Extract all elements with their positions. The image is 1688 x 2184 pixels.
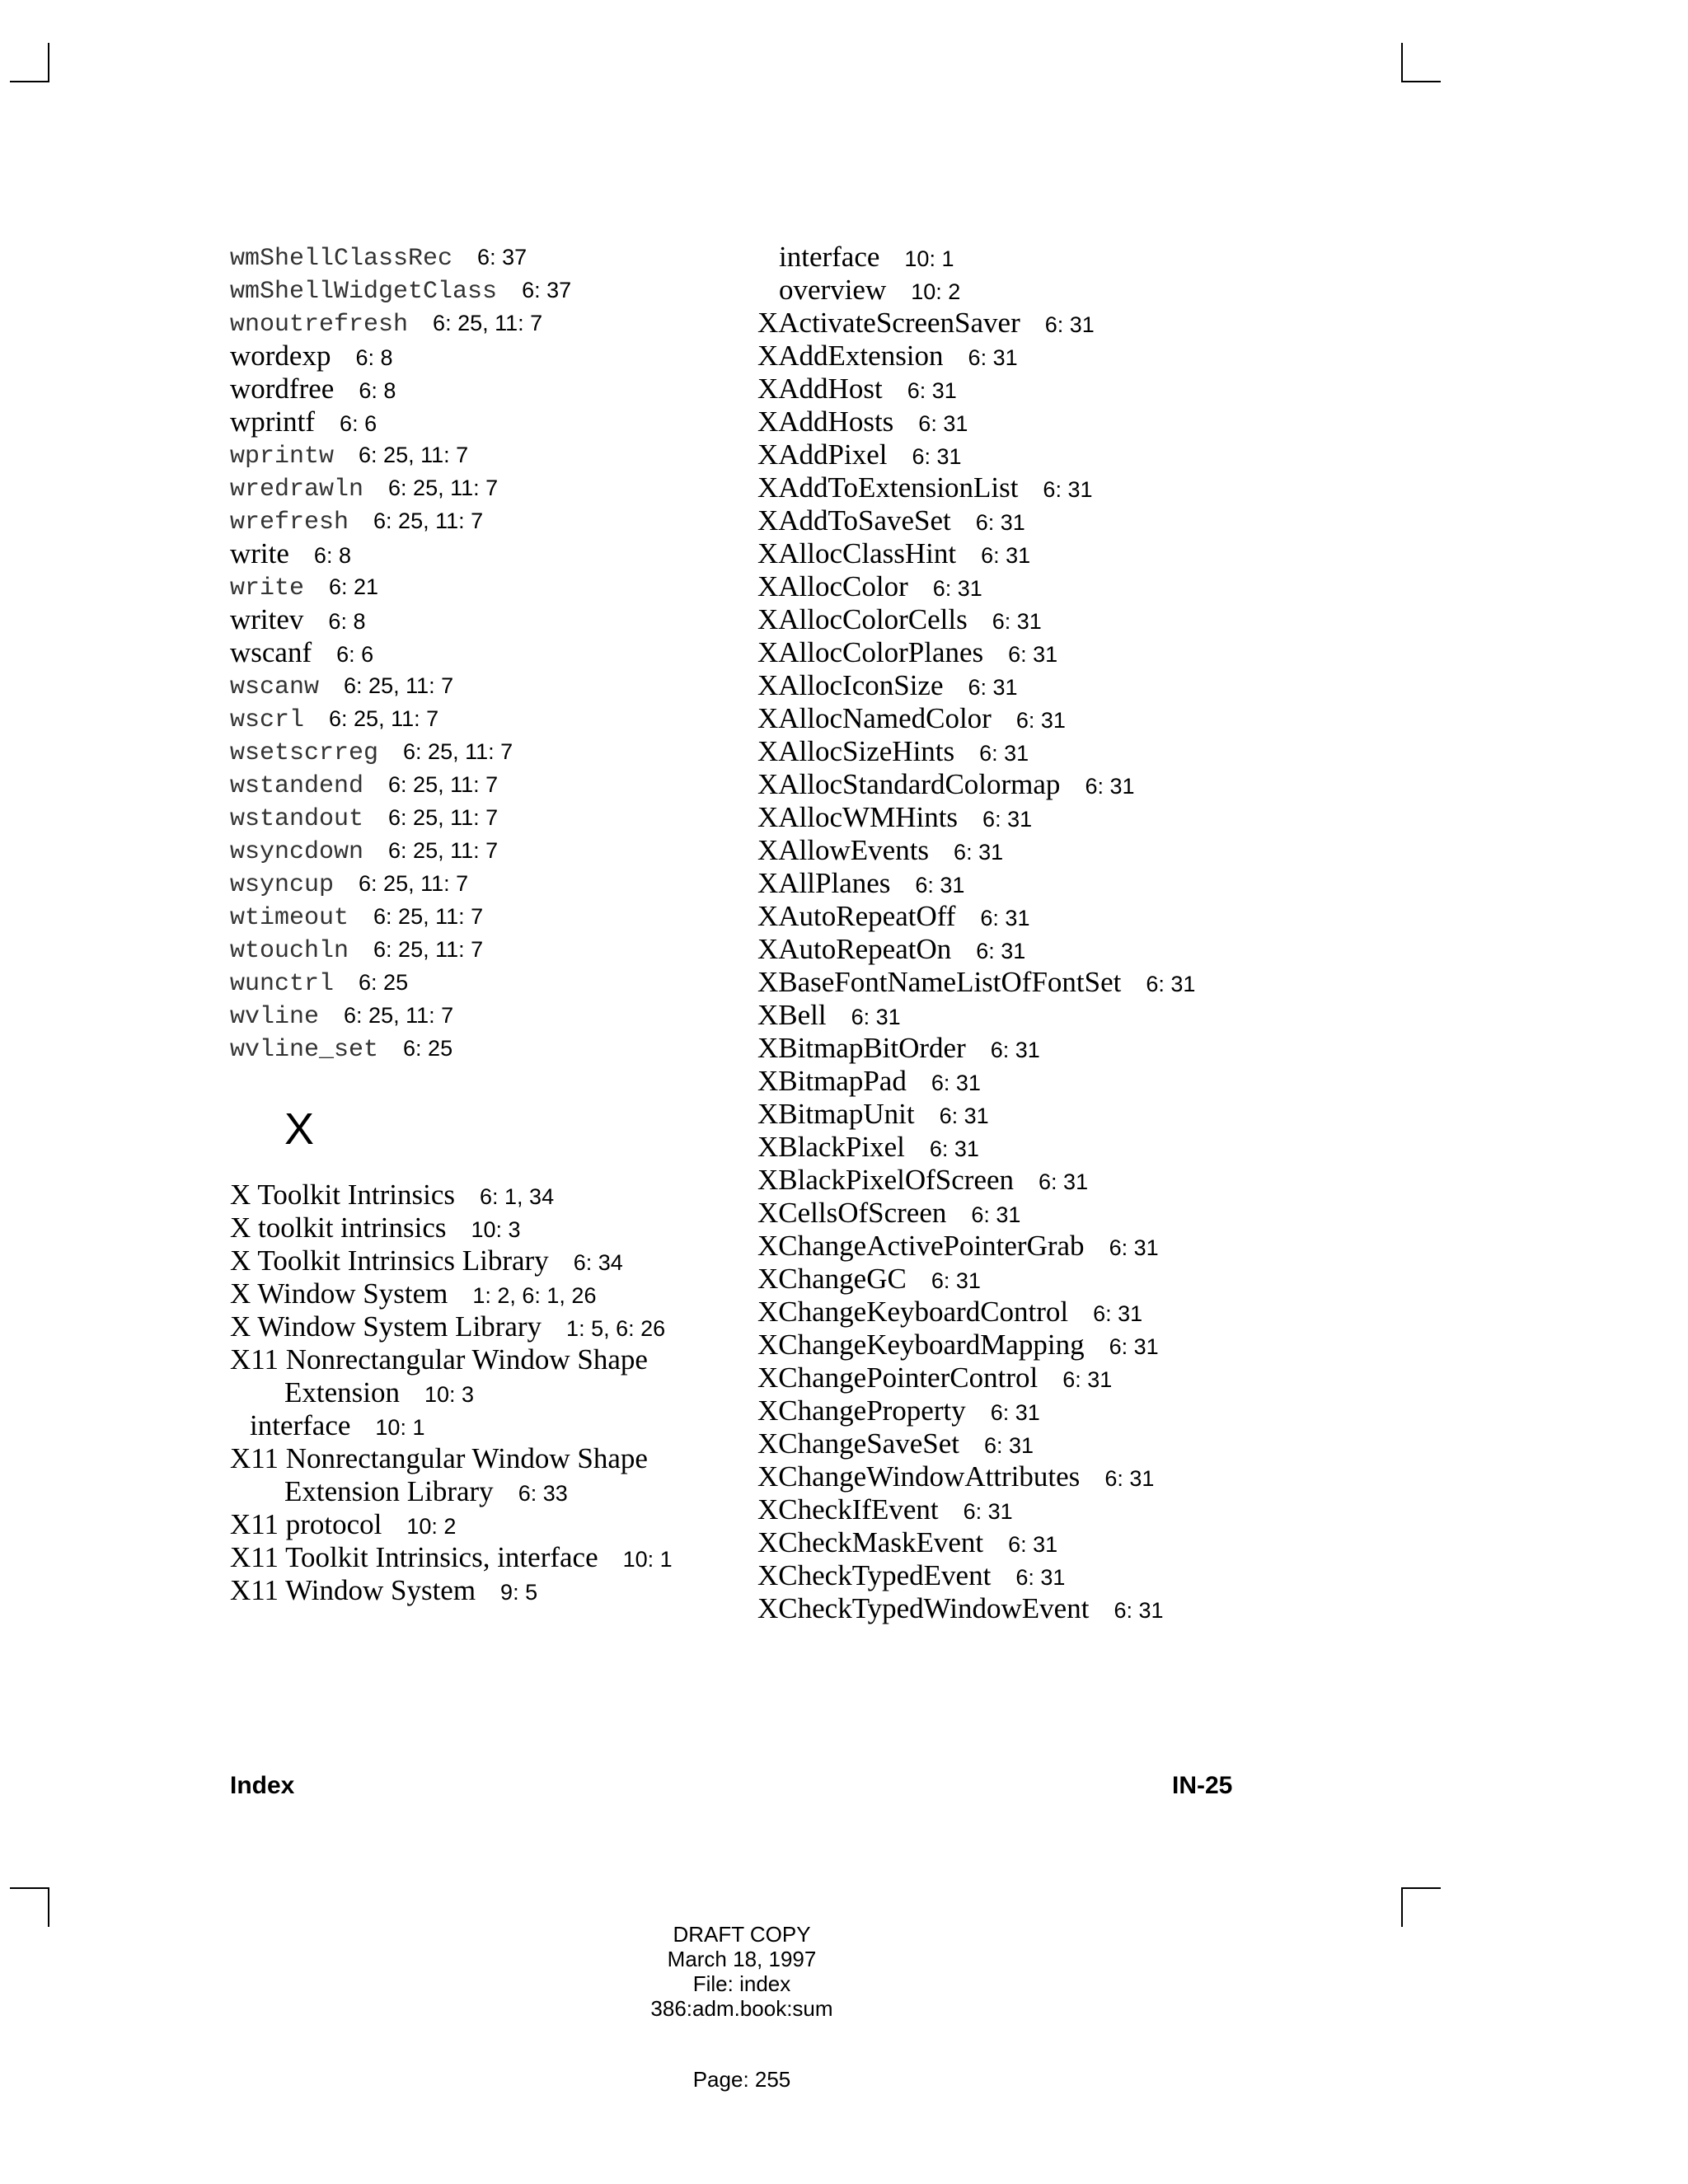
- index-page-ref: 6: 33: [518, 1481, 568, 1506]
- index-page-ref: 6: 31: [1114, 1598, 1164, 1623]
- index-entry: [757, 1197, 1334, 1230]
- index-page-ref: 6: 31: [983, 1433, 1034, 1458]
- index-term: XChangeActivePointerGrab: [757, 1230, 1085, 1262]
- index-entry: [757, 636, 1334, 669]
- index-page-ref: 6: 31: [1044, 312, 1095, 337]
- index-term: X11 Nonrectangular Window Shape: [230, 1442, 648, 1474]
- index-page-ref: 6: 31: [1146, 972, 1196, 996]
- index-term: wprintf: [230, 405, 316, 438]
- index-entry: [757, 340, 1334, 373]
- draft-info: [577, 1922, 907, 2021]
- index-entry: [230, 834, 724, 867]
- index-entry: [230, 933, 724, 966]
- index-term: XAllocColor: [757, 570, 908, 602]
- index-term: XCheckTypedWindowEvent: [757, 1592, 1090, 1624]
- index-term: XChangeWindowAttributes: [757, 1460, 1081, 1493]
- index-entry: [230, 1310, 724, 1343]
- index-page-ref: 6: 25, 11: 7: [344, 673, 454, 698]
- index-page-ref: 6: 31: [980, 906, 1030, 930]
- index-page-ref: 6: 31: [931, 1268, 981, 1293]
- index-entry: [757, 1032, 1334, 1065]
- index-entry: [757, 1329, 1334, 1361]
- index-term: interface: [779, 241, 880, 273]
- index-page-ref: 10: 1: [622, 1547, 673, 1572]
- crop-mark-bottom-right: [1401, 1887, 1403, 1927]
- index-term: X toolkit intrinsics: [230, 1212, 447, 1244]
- index-entry: [757, 504, 1334, 537]
- index-entry: [230, 1574, 724, 1607]
- index-entry: [230, 735, 724, 768]
- index-entry: [757, 1263, 1334, 1296]
- index-entry: [230, 669, 724, 702]
- index-term: wstandout: [230, 805, 364, 833]
- index-page-ref: 6: 31: [990, 1038, 1040, 1062]
- index-page-ref: 6: 21: [329, 574, 379, 599]
- index-column-left: [230, 241, 724, 1607]
- index-term: wtimeout: [230, 904, 349, 932]
- index-entry: [230, 537, 724, 570]
- index-entry: [757, 405, 1334, 438]
- index-entry: [230, 1442, 724, 1475]
- index-page-ref: 1: 5, 6: 26: [566, 1316, 666, 1341]
- index-term: XAllocStandardColormap: [757, 768, 1061, 800]
- index-term: XCellsOfScreen: [757, 1197, 947, 1229]
- index-page-ref: 6: 31: [963, 1499, 1013, 1524]
- index-entry: [757, 999, 1334, 1032]
- index-page-ref: 6: 6: [340, 411, 377, 436]
- index-term: XChangeKeyboardControl: [757, 1296, 1069, 1328]
- index-term: writev: [230, 603, 304, 635]
- index-entry: [230, 801, 724, 834]
- index-list-x-continued: [757, 241, 1334, 1625]
- index-entry: [757, 274, 1334, 307]
- index-page-ref: 6: 31: [939, 1104, 989, 1128]
- index-entry: [757, 1131, 1334, 1164]
- index-entry: [757, 1296, 1334, 1329]
- index-term: wmShellWidgetClass: [230, 278, 498, 306]
- index-entry: [757, 1098, 1334, 1131]
- index-page-ref: 6: 25: [359, 970, 409, 995]
- index-term: XAllocColorPlanes: [757, 636, 984, 668]
- index-page-ref: 10: 1: [375, 1415, 425, 1440]
- index-page-ref: 6: 1, 34: [480, 1184, 555, 1209]
- index-entry: [230, 438, 724, 471]
- index-term: wrefresh: [230, 509, 349, 537]
- section-letter: X: [284, 1104, 315, 1154]
- draft-line: DRAFT COPY: [673, 1922, 811, 1947]
- index-entry: [230, 1409, 724, 1442]
- index-entry: [230, 1212, 724, 1244]
- index-term: XAllocSizeHints: [757, 735, 955, 767]
- index-term: XAllocNamedColor: [757, 702, 992, 734]
- index-term: XAddHosts: [757, 405, 894, 438]
- index-entry: [757, 1230, 1334, 1263]
- index-page-ref: 6: 31: [912, 444, 962, 469]
- index-column-right: [757, 241, 1334, 1625]
- index-page-ref: 6: 25, 11: 7: [388, 772, 499, 797]
- index-term: overview: [779, 274, 887, 306]
- index-entry: [230, 1277, 724, 1310]
- crop-mark-bottom-right: [1401, 1887, 1441, 1889]
- footer-section-label: Index: [230, 1772, 295, 1799]
- index-term: wscrl: [230, 706, 305, 734]
- index-term: XAllocIconSize: [757, 669, 944, 701]
- index-entry: [230, 1475, 724, 1508]
- index-term: XChangePointerControl: [757, 1361, 1039, 1394]
- index-entry: [230, 900, 724, 933]
- index-entry: [230, 570, 724, 603]
- index-term: wsetscrreg: [230, 739, 379, 767]
- index-entry: [230, 702, 724, 735]
- index-term: wscanf: [230, 636, 312, 668]
- index-page-ref: 9: 5: [500, 1580, 538, 1605]
- index-term: XAllocWMHints: [757, 801, 959, 833]
- index-page-ref: 6: 25, 11: 7: [359, 871, 469, 896]
- index-term: X Window System Library: [230, 1310, 542, 1343]
- index-entry: [757, 1592, 1334, 1625]
- index-term: wstandend: [230, 772, 364, 800]
- index-entry: [757, 966, 1334, 999]
- index-page-ref: 6: 6: [336, 642, 374, 667]
- index-entry: [757, 834, 1334, 867]
- index-entry: [757, 537, 1334, 570]
- index-term: X11 protocol: [230, 1508, 382, 1540]
- index-term: XChangeProperty: [757, 1394, 966, 1427]
- index-term: wsyncdown: [230, 838, 364, 866]
- index-entry: [230, 1244, 724, 1277]
- index-page-ref: 6: 8: [355, 345, 393, 370]
- index-term: X Toolkit Intrinsics: [230, 1179, 456, 1211]
- crop-mark-top-right: [1401, 81, 1441, 82]
- index-page-ref: 6: 25, 11: 7: [403, 739, 513, 764]
- index-list-x: [230, 1179, 724, 1607]
- index-entry: [230, 999, 724, 1032]
- index-page-ref: 6: 8: [313, 543, 351, 568]
- index-page-ref: 6: 31: [975, 510, 1025, 535]
- index-entry: [757, 1394, 1334, 1427]
- index-term: interface: [250, 1409, 351, 1441]
- index-term: XBell: [757, 999, 827, 1031]
- index-entry: [757, 1460, 1334, 1493]
- index-page-ref: 6: 25, 11: 7: [344, 1003, 454, 1028]
- index-page-ref: 6: 37: [477, 245, 528, 269]
- index-term: XBlackPixel: [757, 1131, 905, 1163]
- index-entry: [757, 1361, 1334, 1394]
- index-page-ref: 6: 31: [981, 543, 1031, 568]
- crop-mark-top-left: [10, 81, 49, 82]
- index-term: XBlackPixelOfScreen: [757, 1164, 1015, 1196]
- index-page-ref: 6: 8: [328, 609, 366, 634]
- index-page-ref: 6: 31: [990, 1400, 1040, 1425]
- index-entry: [757, 768, 1334, 801]
- index-entry: [757, 438, 1334, 471]
- index-term: wredrawln: [230, 476, 364, 504]
- index-page-ref: 6: 25: [403, 1036, 453, 1061]
- index-term: X11 Nonrectangular Window Shape: [230, 1343, 648, 1376]
- crop-mark-bottom-left: [48, 1887, 49, 1927]
- index-entry: [230, 340, 724, 373]
- index-term: XCheckTypedEvent: [757, 1559, 992, 1591]
- index-page-ref: 6: 8: [359, 378, 396, 403]
- index-page-ref: 6: 37: [522, 278, 572, 302]
- crop-mark-bottom-left: [10, 1887, 49, 1889]
- index-term: XCheckMaskEvent: [757, 1526, 984, 1558]
- index-entry: [230, 405, 724, 438]
- index-page-ref: 6: 25, 11: 7: [388, 805, 499, 830]
- index-term: wscanw: [230, 673, 320, 701]
- index-entry: [230, 1179, 724, 1212]
- index-page-ref: 6: 31: [982, 807, 1033, 832]
- index-page-ref: 6: 31: [931, 1071, 981, 1095]
- draft-line: File: index: [692, 1971, 791, 1996]
- index-entry: [757, 241, 1334, 274]
- index-entry: [230, 603, 724, 636]
- index-entry: [757, 1427, 1334, 1460]
- index-page-ref: 6: 31: [1008, 642, 1058, 667]
- index-page-ref: 6: 31: [1062, 1367, 1113, 1392]
- index-page-ref: 6: 31: [1109, 1334, 1159, 1359]
- index-term: Extension: [284, 1376, 400, 1408]
- index-entry: [230, 636, 724, 669]
- index-page-ref: 6: 31: [1015, 708, 1066, 733]
- index-page-ref: 10: 3: [471, 1217, 521, 1242]
- index-term: wprintw: [230, 443, 335, 471]
- index-page-ref: 10: 1: [904, 246, 954, 271]
- index-term: XCheckIfEvent: [757, 1493, 939, 1526]
- index-term: write: [230, 537, 289, 569]
- index-entry: [757, 471, 1334, 504]
- index-page-ref: 6: 25, 11: 7: [388, 838, 499, 863]
- index-entry: [757, 603, 1334, 636]
- index-term: wnoutrefresh: [230, 311, 409, 339]
- index-page-ref: 6: 31: [1109, 1235, 1159, 1260]
- index-term: wordfree: [230, 373, 335, 405]
- index-term: X Toolkit Intrinsics Library: [230, 1244, 549, 1277]
- index-list-w: [230, 241, 724, 1065]
- footer-page-label: IN-25: [1172, 1772, 1233, 1799]
- index-term: XAllocClassHint: [757, 537, 957, 569]
- index-page-ref: 6: 31: [851, 1005, 901, 1029]
- index-entry: [757, 570, 1334, 603]
- index-page-ref: 6: 25, 11: 7: [388, 476, 499, 500]
- index-term: XAddPixel: [757, 438, 888, 471]
- index-page-ref: 6: 31: [968, 345, 1018, 370]
- index-page-ref: 6: 31: [1093, 1301, 1143, 1326]
- index-entry: [757, 373, 1334, 405]
- index-term: XAddHost: [757, 373, 883, 405]
- index-term: XBitmapUnit: [757, 1098, 915, 1130]
- index-entry: [757, 669, 1334, 702]
- index-page-ref: 6: 31: [915, 873, 965, 898]
- index-term: XAddToSaveSet: [757, 504, 951, 537]
- index-term: wunctrl: [230, 970, 335, 998]
- index-page-ref: 6: 25, 11: 7: [373, 937, 484, 962]
- index-entry: [757, 1493, 1334, 1526]
- index-page-ref: 10: 3: [424, 1382, 475, 1407]
- index-term: XAllowEvents: [757, 834, 930, 866]
- index-entry: [230, 307, 724, 340]
- index-term: wordexp: [230, 340, 331, 372]
- index-term: XAddToExtensionList: [757, 471, 1019, 504]
- index-page-ref: 6: 25, 11: 7: [373, 904, 484, 929]
- index-entry: [757, 933, 1334, 966]
- index-page-ref: 6: 31: [976, 939, 1026, 963]
- index-entry: [230, 471, 724, 504]
- index-term: wvline: [230, 1003, 320, 1031]
- index-term: XChangeSaveSet: [757, 1427, 959, 1460]
- index-page-ref: 6: 31: [968, 675, 1018, 700]
- index-entry: [757, 1164, 1334, 1197]
- index-term: XAutoRepeatOn: [757, 933, 952, 965]
- index-page-ref: 6: 31: [1039, 1169, 1089, 1194]
- index-page-ref: 6: 31: [1043, 477, 1093, 502]
- index-term: XAllocColorCells: [757, 603, 968, 635]
- index-page-ref: 6: 31: [1015, 1565, 1066, 1590]
- index-page-ref: 6: 25, 11: 7: [329, 706, 439, 731]
- index-term: wmShellClassRec: [230, 245, 453, 273]
- index-entry: [230, 1541, 724, 1574]
- page-number: Page: 255: [692, 2067, 791, 2092]
- index-page-ref: 6: 34: [573, 1250, 623, 1275]
- index-term: XChangeGC: [757, 1263, 907, 1295]
- draft-line: March 18, 1997: [667, 1947, 817, 1971]
- index-entry: [757, 867, 1334, 900]
- index-page-ref: 1: 2, 6: 1, 26: [472, 1283, 597, 1308]
- index-page-ref: 6: 25, 11: 7: [433, 311, 543, 335]
- index-term: X11 Window System: [230, 1574, 476, 1606]
- index-term: Extension Library: [284, 1475, 494, 1507]
- index-entry: [757, 702, 1334, 735]
- index-term: wvline_set: [230, 1036, 379, 1064]
- index-entry: [230, 1508, 724, 1541]
- index-entry: [230, 1032, 724, 1065]
- index-page-ref: 6: 31: [954, 840, 1004, 865]
- index-page-ref: 6: 31: [918, 411, 968, 436]
- index-term: XBitmapPad: [757, 1065, 907, 1097]
- index-page-ref: 6: 31: [1104, 1466, 1155, 1491]
- index-term: XChangeKeyboardMapping: [757, 1329, 1085, 1361]
- index-entry: [230, 274, 724, 307]
- index-page-ref: 10: 2: [911, 279, 961, 304]
- index-term: write: [230, 574, 305, 602]
- index-entry: [230, 867, 724, 900]
- crop-mark-top-right: [1401, 43, 1403, 82]
- index-entry: [757, 1559, 1334, 1592]
- index-term: wsyncup: [230, 871, 335, 899]
- index-page-ref: 6: 31: [932, 576, 982, 601]
- index-term: X11 Toolkit Intrinsics, interface: [230, 1541, 598, 1573]
- index-page-ref: 6: 31: [907, 378, 957, 403]
- index-entry: [230, 241, 724, 274]
- index-page-ref: 6: 25, 11: 7: [373, 509, 484, 533]
- index-page-ref: 6: 31: [1085, 774, 1135, 799]
- index-term: XActivateScreenSaver: [757, 307, 1020, 339]
- index-page-ref: 6: 31: [979, 741, 1029, 766]
- crop-mark-top-left: [48, 43, 49, 82]
- index-entry: [757, 735, 1334, 768]
- index-entry: [757, 900, 1334, 933]
- index-entry: [230, 373, 724, 405]
- index-page-ref: 6: 31: [929, 1137, 979, 1161]
- index-term: XAllPlanes: [757, 867, 891, 899]
- index-term: X Window System: [230, 1277, 448, 1310]
- index-term: XBaseFontNameListOfFontSet: [757, 966, 1122, 998]
- index-page-ref: 6: 31: [1008, 1532, 1058, 1557]
- draft-line: 386:adm.book:sum: [650, 1996, 833, 2021]
- index-entry: [757, 1526, 1334, 1559]
- index-entry: [757, 801, 1334, 834]
- index-entry: [230, 1376, 724, 1409]
- index-entry: [230, 1343, 724, 1376]
- index-term: wtouchln: [230, 937, 349, 965]
- index-page-ref: 6: 25, 11: 7: [359, 443, 469, 467]
- index-entry: [230, 768, 724, 801]
- index-entry: [230, 504, 724, 537]
- index-entry: [757, 1065, 1334, 1098]
- index-page-ref: 6: 31: [992, 609, 1042, 634]
- index-page-ref: 10: 2: [406, 1514, 457, 1539]
- index-term: XAddExtension: [757, 340, 944, 372]
- index-page-ref: 6: 31: [971, 1202, 1021, 1227]
- index-entry: [757, 307, 1334, 340]
- index-entry: [230, 966, 724, 999]
- index-term: XAutoRepeatOff: [757, 900, 956, 932]
- index-term: XBitmapBitOrder: [757, 1032, 966, 1064]
